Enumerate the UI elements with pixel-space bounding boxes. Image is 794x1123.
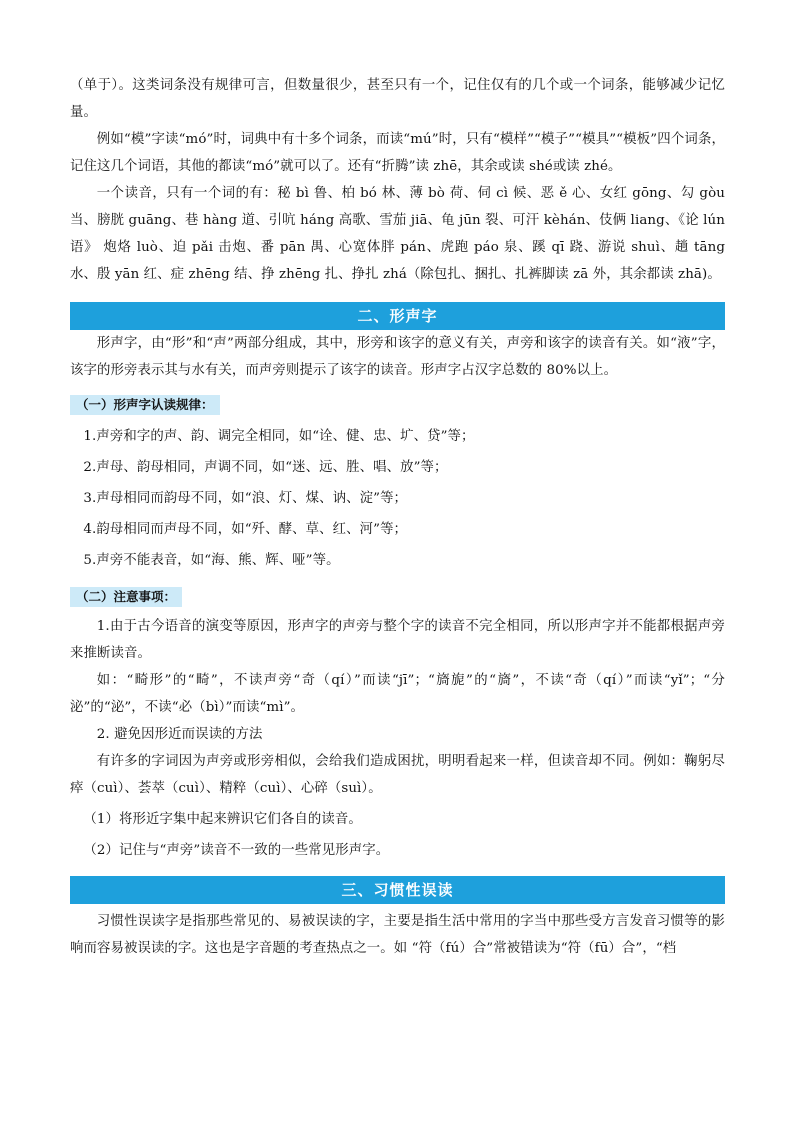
section-3-heading: 三、习惯性误读 (70, 876, 725, 904)
section-2-heading: 二、形声字 (70, 302, 725, 330)
rule-item-5: 5.声旁不能表音，如“海、熊、辉、哑”等。 (83, 553, 340, 568)
rule-item-2: 2.声母、韵母相同，声调不同，如“迷、远、胜、唱、放”等； (83, 460, 448, 475)
intro-paragraph-1: （单于）。这类词条没有规律可言，但数量很少，甚至只有一个，记住仅有的几个或一个词条，能够减少记忆量。 (70, 78, 725, 120)
note-paragraph-2: 如：“畸形”的“畸”，不读声旁“奇（qí）”而读“jī”；“旖旎”的“旖”，不读“奇（qí）”而读“yǐ”；“分泌”的“泌”，不读“必（bì）”而读“mì”。 (70, 673, 725, 715)
subsection-2-heading: （二）注意事项： (70, 587, 182, 607)
rule-item-4: 4.韵母相同而声母不同，如“歼、酵、草、红、河”等； (83, 522, 408, 537)
note-paragraph-1: 1.由于古今语音的演变等原因，形声字的声旁与整个字的读音不完全相同，所以形声字并不能都根据声旁来推断读音。 (70, 619, 725, 661)
rule-item-1: 1.声旁和字的声、韵、调完全相同，如“诠、健、忠、圹、贷”等； (83, 429, 475, 444)
document-page (70, 72, 725, 962)
intro-paragraph-2: 例如“模”字读“mó”时，词典中有十多个词条，而读“mú”时，只有“模样”“模子”“模具”“模板”四个词条，记住这几个词语，其他的都读“mó”就可以了。还有“折腾”读 zhē，其余或读 shé或读 zhé。 (70, 132, 725, 174)
note-paragraph-3: 2. 避免因形近而误读的方法 (96, 727, 263, 742)
rule-item-3: 3.声母相同而韵母不同，如“浪、灯、煤、讷、淀”等； (83, 491, 408, 506)
subsection-1-heading: （一）形声字认读规律： (70, 395, 220, 415)
note-paragraph-6: （2）记住与“声旁”读音不一致的一些常见形声字。 (83, 843, 390, 858)
section-3-paragraph: 习惯性误读字是指那些常见的、易被误读的字，主要是指生活中常用的字当中那些受方言发音习惯等的影响而容易被误读的字。这也是字音题的考查热点之一。如 “符（fú）合”常被错读为“符（fū）合”，“档 (70, 914, 725, 956)
note-paragraph-4: 有许多的字词因为声旁或形旁相似，会给我们造成困扰，明明看起来一样，但读音却不同。例如：鞠躬尽瘁（cuì）、荟萃（cuì）、精粹（cuì）、心碎（suì）。 (70, 754, 725, 796)
section-2-intro: 形声字，由“形”和“声”两部分组成，其中，形旁和该字的意义有关，声旁和该字的读音有关。如“液”字，该字的形旁表示其与水有关，而声旁则提示了该字的读音。形声字占汉字总数的 80%以上。 (70, 336, 725, 378)
intro-paragraph-3: 一个读音，只有一个词的有：秘 bì 鲁、柏 bó 林、薄 bò 荷、伺 cì 候、恶 ě 心、女红 gōng、勾 gòu 当、膀胱 guāng、巷 hàng 道、引吭 háng 高歌、雪茄 jiā、龟 jūn 裂、可汗 kèhán、伎俩 liang、《论 lún 语》 炮烙 luò、迫 pǎi 击炮、番 pān 禺、心宽体胖 pán、虎跑 páo 泉、蹊 qī 跷、游说 shuì、趟 tāng 水、殷 yān 红、症 zhēng 结、挣 zhēng 扎、挣扎 zhá（除包扎、捆扎、扎裤脚读 zā 外，其余都读 zhā)。 (70, 186, 725, 282)
note-paragraph-5: （1）将形近字集中起来辨识它们各自的读音。 (83, 812, 362, 827)
